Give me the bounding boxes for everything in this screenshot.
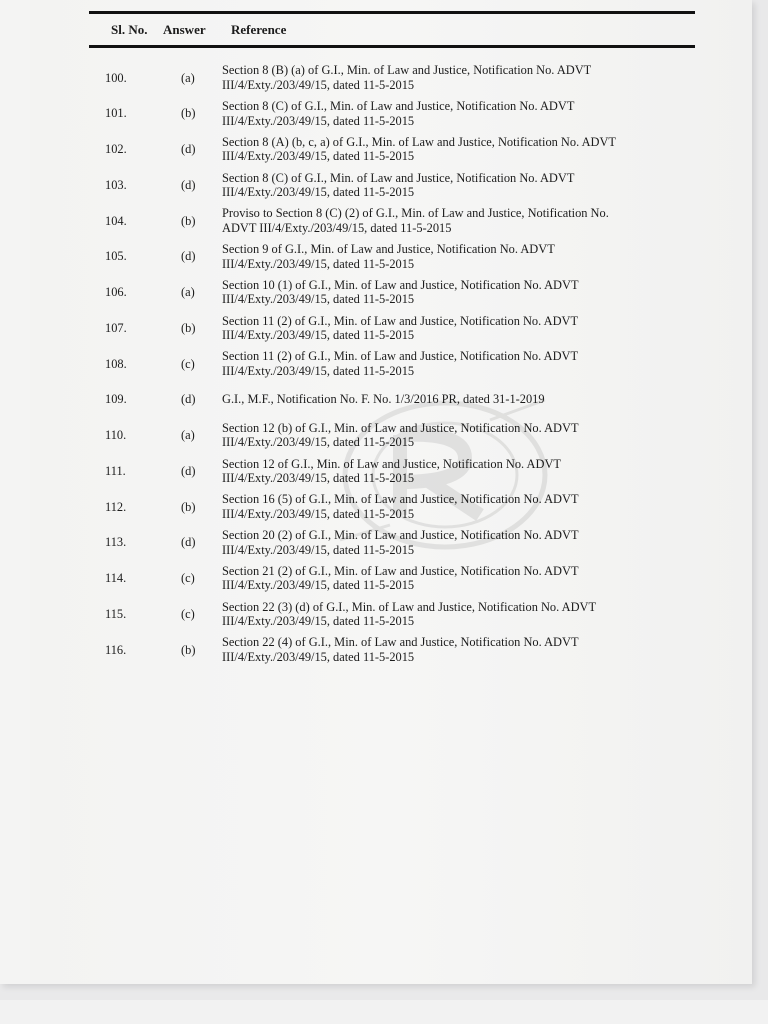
row-reference — [222, 206, 684, 235]
reference-line-2: III/4/Exty./203/49/15, dated 11-5-2015 — [222, 185, 415, 200]
reference-line-1: Section 20 (2) of G.I., Min. of Law and Justice, Notification No. ADVT — [222, 528, 579, 543]
reference-line-1: Section 11 (2) of G.I., Min. of Law and Justice, Notification No. ADVT — [222, 313, 579, 328]
row-answer: (c) — [181, 356, 195, 371]
row-sl-no: 106. — [105, 285, 127, 300]
reference-line-1: G.I., M.F., Notification No. F. No. 1/3/2016 PR, dated 31-1-2019 — [222, 392, 545, 407]
row-sl-no: 114. — [105, 571, 127, 586]
row-answer: (b) — [181, 106, 196, 121]
table-row — [89, 346, 695, 382]
row-reference — [222, 635, 684, 664]
reference-line-2: ADVT III/4/Exty./203/49/15, dated 11-5-2015 — [222, 220, 452, 235]
table-body — [89, 60, 695, 668]
row-sl-no: 116. — [105, 642, 127, 657]
row-sl-no: 107. — [105, 320, 127, 335]
row-reference — [222, 528, 684, 557]
row-reference — [222, 349, 684, 378]
table-row — [89, 453, 695, 489]
row-reference — [222, 392, 684, 406]
row-answer: (d) — [181, 177, 196, 192]
row-sl-no: 108. — [105, 356, 127, 371]
reference-line-2: III/4/Exty./203/49/15, dated 11-5-2015 — [222, 506, 415, 521]
reference-line-2: III/4/Exty./203/49/15, dated 11-5-2015 — [222, 113, 415, 128]
row-answer: (a) — [181, 428, 195, 443]
table-row — [89, 596, 695, 632]
row-sl-no: 100. — [105, 70, 127, 85]
row-sl-no: 113. — [105, 535, 127, 550]
row-answer: (c) — [181, 571, 195, 586]
reference-line-1: Section 22 (4) of G.I., Min. of Law and Justice, Notification No. ADVT — [222, 635, 579, 650]
reference-line-1: Proviso to Section 8 (C) (2) of G.I., Min. of Law and Justice, Notification No. — [222, 206, 609, 221]
row-answer: (b) — [181, 213, 196, 228]
row-answer: (a) — [181, 285, 195, 300]
row-sl-no: 104. — [105, 213, 127, 228]
table-row — [89, 275, 695, 311]
table-row — [89, 132, 695, 168]
header-answer: Answer — [163, 21, 206, 37]
row-answer: (b) — [181, 320, 196, 335]
row-sl-no: 109. — [105, 392, 127, 407]
bottom-background-strip — [0, 1000, 768, 1024]
row-reference — [222, 600, 684, 629]
reference-line-1: Section 8 (C) of G.I., Min. of Law and Justice, Notification No. ADVT — [222, 170, 575, 185]
reference-line-1: Section 11 (2) of G.I., Min. of Law and Justice, Notification No. ADVT — [222, 349, 579, 364]
answer-reference-table — [89, 11, 695, 668]
table-row — [89, 561, 695, 597]
table-row — [89, 489, 695, 525]
row-reference — [222, 492, 684, 521]
reference-line-2: III/4/Exty./203/49/15, dated 11-5-2015 — [222, 328, 415, 343]
row-reference — [222, 135, 684, 164]
table-row — [89, 418, 695, 454]
reference-line-2: III/4/Exty./203/49/15, dated 11-5-2015 — [222, 363, 415, 378]
reference-line-2: III/4/Exty./203/49/15, dated 11-5-2015 — [222, 292, 415, 307]
reference-line-1: Section 10 (1) of G.I., Min. of Law and Justice, Notification No. ADVT — [222, 277, 579, 292]
table-row — [89, 203, 695, 239]
row-sl-no: 103. — [105, 177, 127, 192]
row-answer: (d) — [181, 463, 196, 478]
row-answer: (c) — [181, 606, 195, 621]
row-reference — [222, 457, 684, 486]
table-row — [89, 310, 695, 346]
row-answer: (d) — [181, 249, 196, 264]
row-answer: (d) — [181, 392, 196, 407]
row-answer: (d) — [181, 535, 196, 550]
reference-line-1: Section 8 (A) (b, c, a) of G.I., Min. of Law and Justice, Notification No. ADVT — [222, 134, 617, 149]
reference-line-2: III/4/Exty./203/49/15, dated 11-5-2015 — [222, 649, 415, 664]
table-row — [89, 382, 695, 418]
row-reference — [222, 171, 684, 200]
row-reference — [222, 564, 684, 593]
row-answer: (d) — [181, 142, 196, 157]
row-reference — [222, 99, 684, 128]
reference-line-1: Section 8 (B) (a) of G.I., Min. of Law and Justice, Notification No. ADVT — [222, 63, 592, 78]
row-sl-no: 112. — [105, 499, 127, 514]
reference-line-2: III/4/Exty./203/49/15, dated 11-5-2015 — [222, 614, 415, 629]
row-sl-no: 115. — [105, 606, 127, 621]
reference-line-1: Section 12 of G.I., Min. of Law and Justice, Notification No. ADVT — [222, 456, 561, 471]
reference-line-2: III/4/Exty./203/49/15, dated 11-5-2015 — [222, 578, 415, 593]
table-header-rule — [89, 45, 695, 48]
reference-line-2: III/4/Exty./203/49/15, dated 11-5-2015 — [222, 542, 415, 557]
reference-line-1: Section 9 of G.I., Min. of Law and Justice, Notification No. ADVT — [222, 242, 555, 257]
row-sl-no: 101. — [105, 106, 127, 121]
reference-line-1: Section 12 (b) of G.I., Min. of Law and Justice, Notification No. ADVT — [222, 420, 579, 435]
header-reference: Reference — [231, 21, 287, 37]
row-reference — [222, 421, 684, 450]
row-sl-no: 111. — [105, 463, 126, 478]
row-reference — [222, 63, 684, 92]
row-reference — [222, 314, 684, 343]
row-answer: (a) — [181, 70, 195, 85]
row-sl-no: 110. — [105, 428, 127, 443]
table-row — [89, 525, 695, 561]
reference-line-2: III/4/Exty./203/49/15, dated 11-5-2015 — [222, 435, 415, 450]
table-row — [89, 60, 695, 96]
reference-line-1: Section 8 (C) of G.I., Min. of Law and Justice, Notification No. ADVT — [222, 99, 575, 114]
row-sl-no: 105. — [105, 249, 127, 264]
row-reference — [222, 278, 684, 307]
reference-line-2: III/4/Exty./203/49/15, dated 11-5-2015 — [222, 256, 415, 271]
table-row — [89, 96, 695, 132]
row-reference — [222, 242, 684, 271]
reference-line-1: Section 22 (3) (d) of G.I., Min. of Law and Justice, Notification No. ADVT — [222, 599, 597, 614]
table-header — [89, 14, 695, 45]
reference-line-1: Section 21 (2) of G.I., Min. of Law and Justice, Notification No. ADVT — [222, 563, 579, 578]
reference-line-2: III/4/Exty./203/49/15, dated 11-5-2015 — [222, 77, 415, 92]
reference-line-2: III/4/Exty./203/49/15, dated 11-5-2015 — [222, 149, 415, 164]
reference-line-2: III/4/Exty./203/49/15, dated 11-5-2015 — [222, 471, 415, 486]
table-row — [89, 239, 695, 275]
header-sl-no: Sl. No. — [111, 21, 148, 37]
row-sl-no: 102. — [105, 142, 127, 157]
reference-line-1: Section 16 (5) of G.I., Min. of Law and Justice, Notification No. ADVT — [222, 492, 579, 507]
table-row — [89, 632, 695, 668]
row-answer: (b) — [181, 642, 196, 657]
row-answer: (b) — [181, 499, 196, 514]
table-row — [89, 167, 695, 203]
